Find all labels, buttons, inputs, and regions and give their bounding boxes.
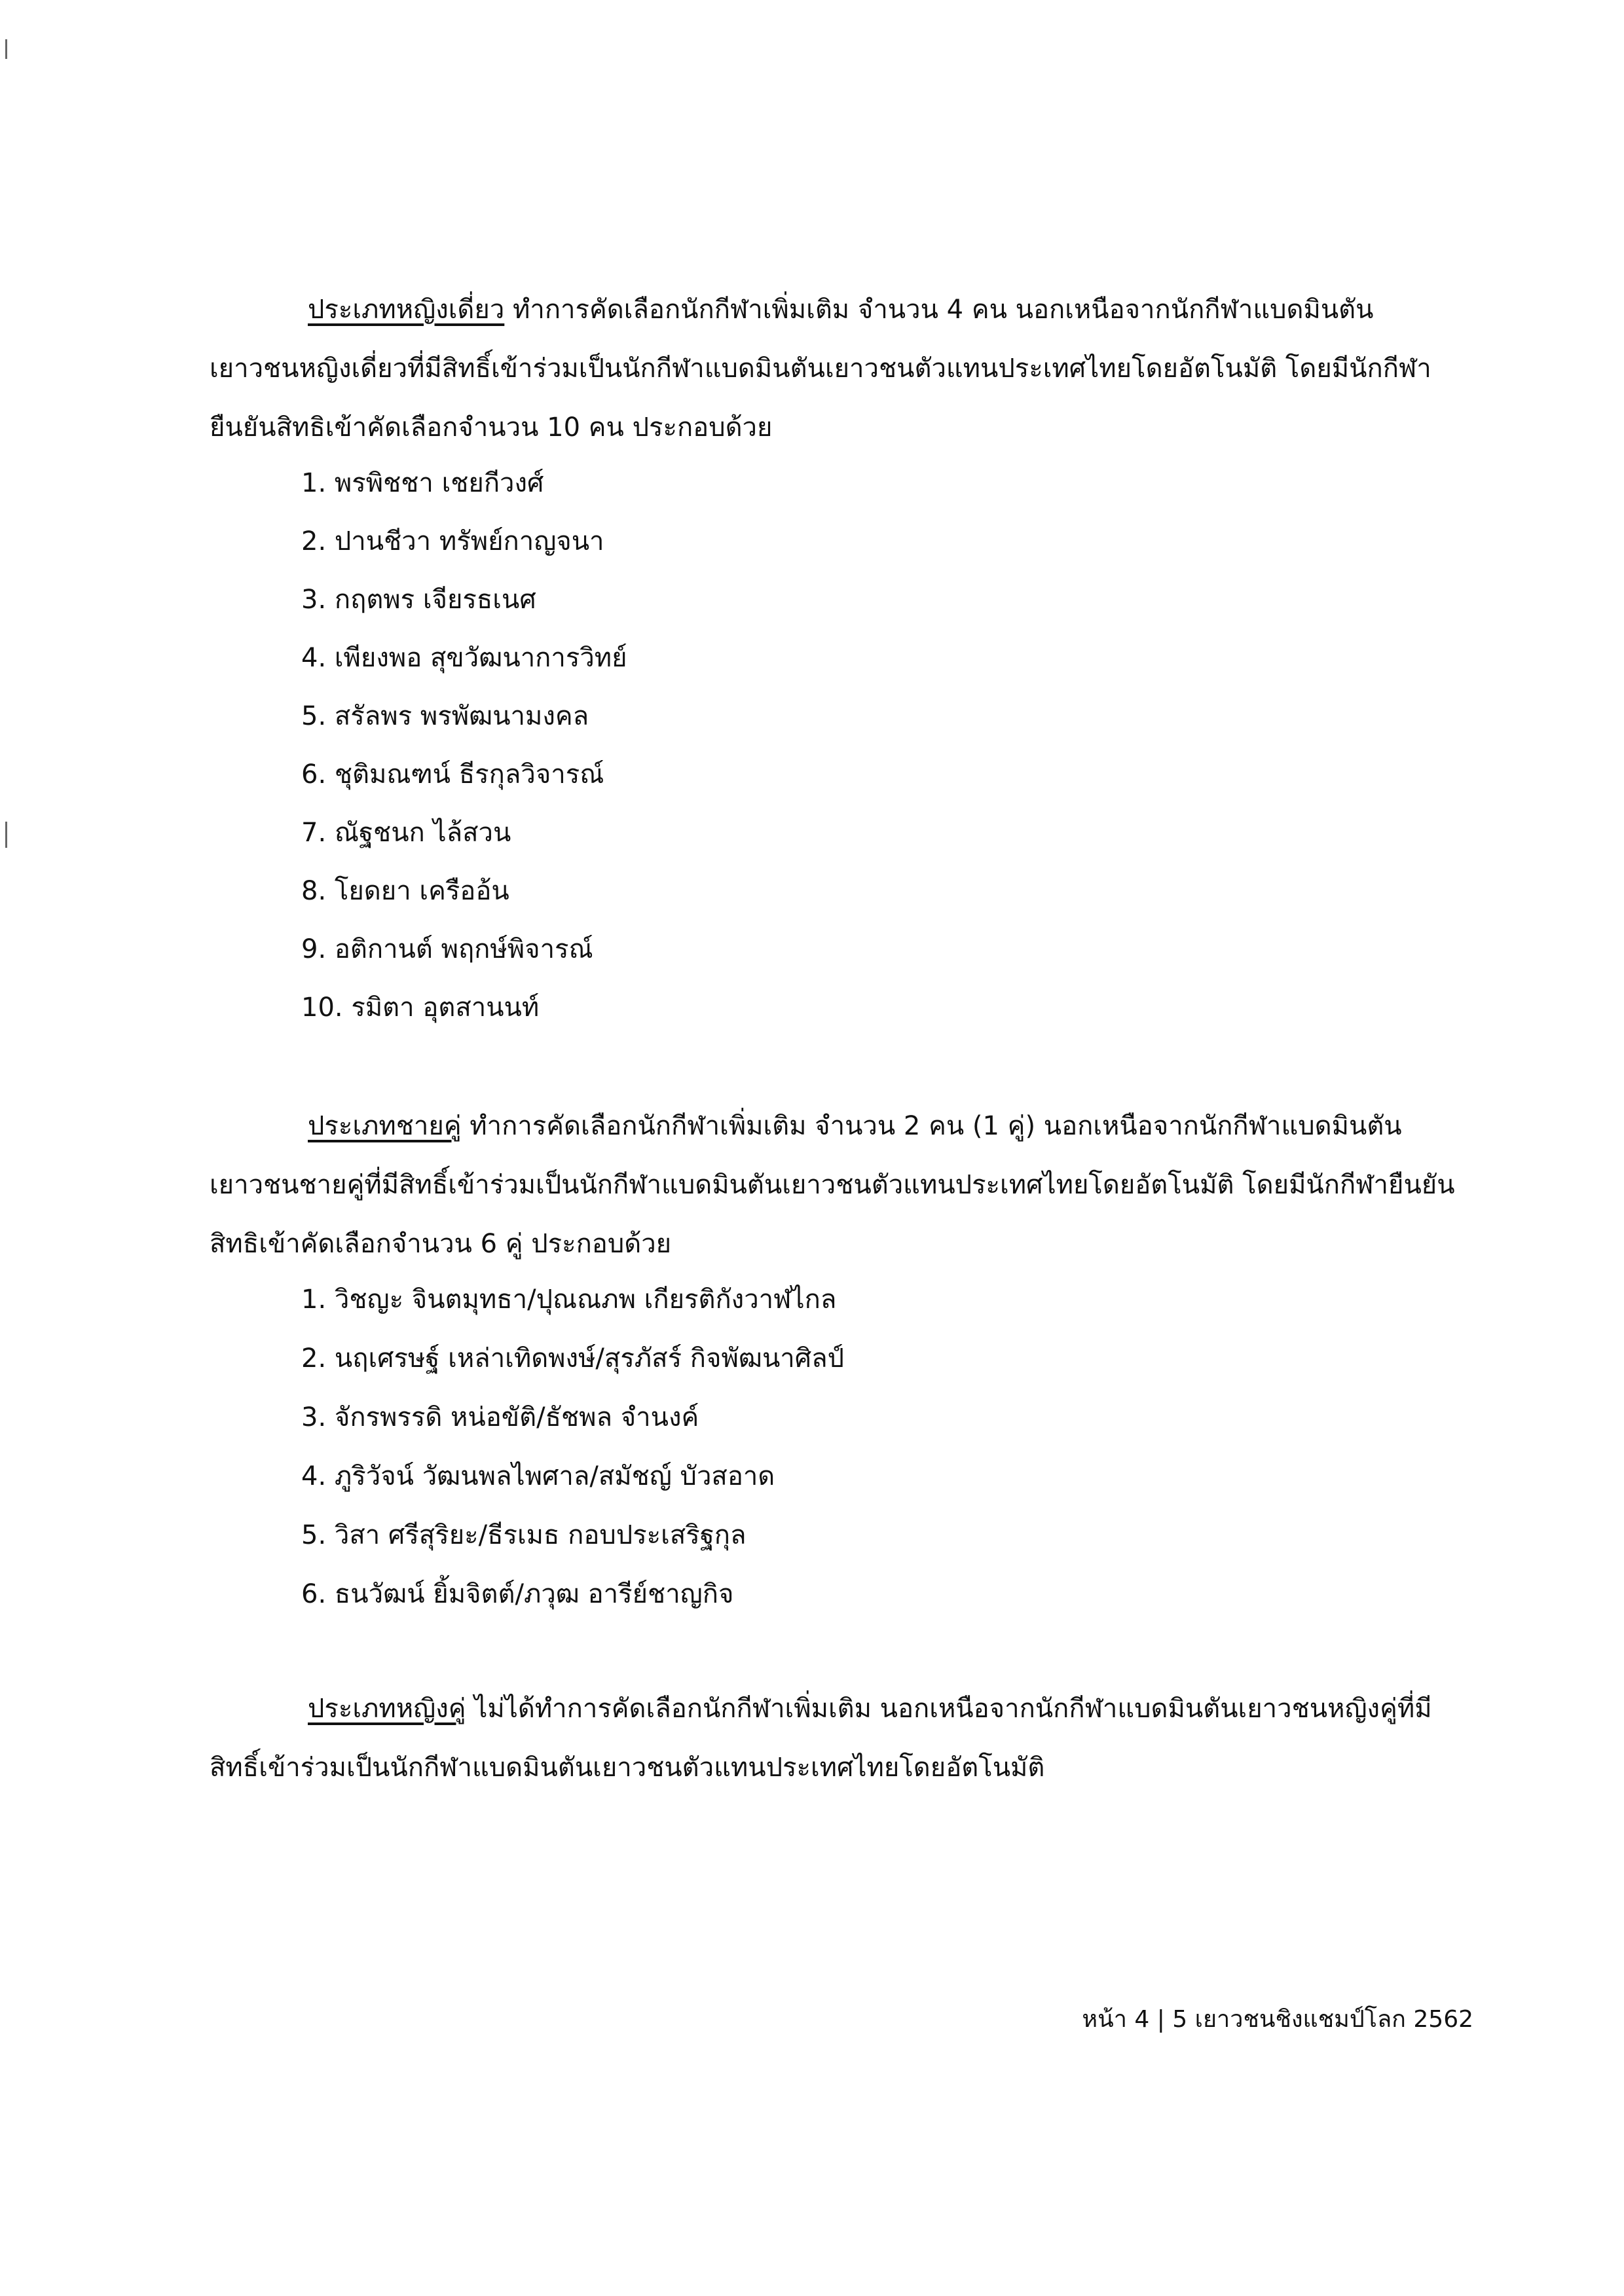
singles-player-list (301, 454, 627, 1037)
singles-line-2: เยาวชนหญิงเดี่ยวที่มีสิทธิ์เข้าร่วมเป็นนักกีฬาแบดมินตันเยาวชนตัวแทนประเทศไทยโดยอัตโนมัติ โดยมีนักกีฬา (210, 354, 1431, 384)
women-doubles-line-1: ไม่ได้ทำการคัดเลือกนักกีฬาเพิ่มเติม นอกเหนือจากนักกีฬาแบดมินตันเยาวชนหญิงคู่ที่มี (466, 1694, 1432, 1724)
list-item: 8. โยดยา เครืออ้น (301, 876, 509, 906)
men-doubles-paragraph (210, 1097, 1455, 1273)
list-item: 6. ชุติมณฑน์ ธีรกุลวิจารณ์ (301, 759, 604, 790)
men-doubles-pair-list (301, 1270, 844, 1624)
list-item: 2. ปานชีวา ทรัพย์กาญจนา (301, 526, 604, 556)
list-item: 7. ณัฐชนก ไล้สวน (301, 818, 511, 848)
list-item: 9. อติกานต์ พฤกษ์พิจารณ์ (301, 934, 593, 964)
list-item: 6. ธนวัฒน์ ยิ้มจิตต์/ภวุฒ อารีย์ชาญกิจ (301, 1579, 734, 1609)
list-item: 5. สรัลพร พรพัฒนามงคล (301, 701, 589, 731)
list-item: 1. วิชญะ จินตมุทธา/ปุณณภพ เกียรติกังวาฬไกล (301, 1285, 837, 1315)
men-doubles-line-2: เยาวชนชายคู่ที่มีสิทธิ์เข้าร่วมเป็นนักกีฬาแบดมินตันเยาวชนตัวแทนประเทศไทยโดยอัตโนมัติ โดยมีนักกีฬายืนยัน (210, 1170, 1455, 1200)
list-item: 5. วิสา ศรีสุริยะ/ธีรเมธ กอบประเสริฐกุล (301, 1520, 747, 1550)
list-item: 3. จักรพรรดิ หน่อขัติ/ธัชพล จำนงค์ (301, 1402, 699, 1432)
scan-mark-top (5, 39, 7, 59)
women-doubles-heading: ประเภทหญิงคู่ (308, 1694, 466, 1724)
men-doubles-heading: ประเภทชายคู่ (308, 1111, 462, 1141)
list-item: 3. กฤตพร เจียรธเนศ (301, 585, 536, 615)
women-doubles-line-2: สิทธิ์เข้าร่วมเป็นนักกีฬาแบดมินตันเยาวชนตัวแทนประเทศไทยโดยอัตโนมัติ (210, 1753, 1045, 1783)
list-item: 2. นฤเศรษฐ์ เหล่าเทิดพงษ์/สุรภัสร์ กิจพัฒนาศิลป์ (301, 1343, 845, 1374)
singles-line-1: ทำการคัดเลือกนักกีฬาเพิ่มเติม จำนวน 4 คน นอกเหนือจากนักกีฬาแบดมินตัน (504, 295, 1374, 325)
scan-mark-middle (5, 822, 7, 848)
men-doubles-line-1: ทำการคัดเลือกนักกีฬาเพิ่มเติม จำนวน 2 คน (1 คู่) นอกเหนือจากนักกีฬาแบดมินตัน (461, 1111, 1402, 1141)
list-item: 1. พรพิชชา เชยกีวงศ์ (301, 468, 544, 498)
list-item: 4. ภูริวัจน์ วัฒนพลไพศาล/สมัชญ์ บัวสอาด (301, 1461, 775, 1491)
list-item: 4. เพียงพอ สุขวัฒนาการวิทย์ (301, 643, 627, 673)
page-footer: หน้า 4 | 5 เยาวชนชิงแชมป์โลก 2562 (1082, 2006, 1473, 2033)
men-doubles-line-3: สิทธิเข้าคัดเลือกจำนวน 6 คู่ ประกอบด้วย (210, 1229, 672, 1259)
singles-line-3: ยืนยันสิทธิเข้าคัดเลือกจำนวน 10 คน ประกอบด้วย (210, 412, 773, 443)
women-doubles-paragraph (210, 1679, 1441, 1797)
singles-paragraph (210, 280, 1441, 457)
singles-heading: ประเภทหญิงเดี่ยว (308, 295, 505, 325)
list-item: 10. รมิตา อุตสานนท์ (301, 993, 540, 1023)
